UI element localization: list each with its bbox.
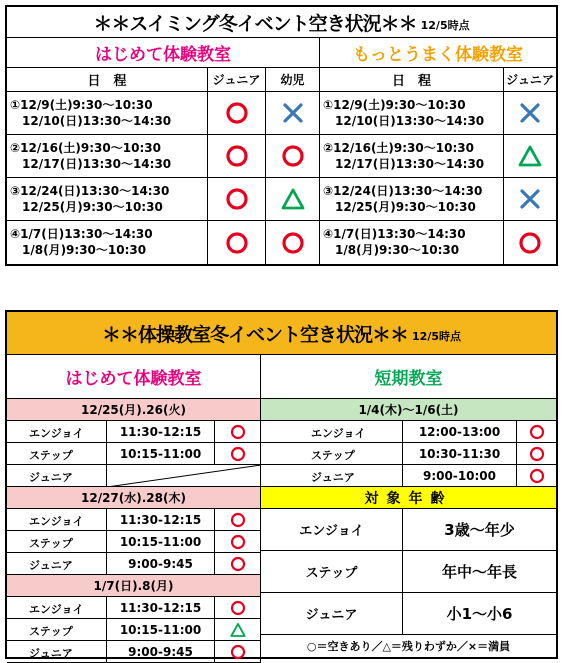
- swim-right-dates: ④1/7(日)13:30～14:30 1/8(月)9:30～10:30: [320, 221, 504, 264]
- legend: ○＝空きあり／△＝残りわずか／×＝満員: [306, 640, 511, 653]
- gym-left-time: 10:15-11:00: [107, 619, 215, 641]
- swim-left-infant-cross-icon: [266, 92, 320, 135]
- gym-title: ＊＊体操教室冬イベント空き状況＊＊: [102, 323, 409, 346]
- gym-left-course: ジュニア: [7, 553, 107, 575]
- gym-right-course: ステップ: [261, 443, 403, 465]
- gym-left-course: エンジョイ: [7, 509, 107, 531]
- gym-left-circle-icon: [215, 509, 261, 531]
- gym-left-course: ステップ: [7, 531, 107, 553]
- age-range: 年中～年長: [403, 551, 556, 593]
- swim-left-junior-circle-icon: [208, 221, 266, 264]
- gym-right-date-header: 1/4(木)～1/6(土): [261, 399, 556, 421]
- swim-left-col-infant: 幼児: [266, 68, 320, 92]
- gym-left-time: 11:30-12:15: [107, 509, 215, 531]
- swim-right-col-schedule: 日 程: [320, 68, 504, 92]
- gym-left-date-header: 1/7(日).8(月): [7, 575, 261, 597]
- gym-right-circle-icon: [517, 421, 556, 443]
- swim-left-infant-triangle-icon: [266, 178, 320, 221]
- swim-left-junior-circle-icon: [208, 178, 266, 221]
- swim-asof: 12/5時点: [420, 19, 470, 32]
- gym-table: [5, 310, 558, 659]
- gym-left-unavailable: [107, 465, 261, 487]
- swim-right-junior-cross-icon: [504, 178, 556, 221]
- swim-right-col-junior: ジュニア: [504, 68, 556, 92]
- gym-left-time: 9:00-9:45: [107, 641, 215, 663]
- swim-left-junior-circle-icon: [208, 135, 266, 178]
- swim-left-dates: ①12/9(土)9:30～10:30 12/10(日)13:30～14:30: [7, 92, 208, 135]
- swim-title: ＊＊スイミング冬イベント空き状況＊＊: [93, 12, 417, 35]
- gym-left-course: ステップ: [7, 619, 107, 641]
- age-course: ジュニア: [261, 593, 403, 635]
- gym-left-time: 11:30-12:15: [107, 421, 215, 443]
- gym-left-date-header: 12/27(水).28(木): [7, 487, 261, 509]
- gym-left-time: 9:00-9:45: [107, 553, 215, 575]
- swim-left-dates: ③12/24(日)13:30～14:30 12/25(月)9:30～10:30: [7, 178, 208, 221]
- gym-right-time: 9:00-10:00: [403, 465, 517, 487]
- gym-left-time: 10:15-11:00: [107, 531, 215, 553]
- gym-right-heading: 短期教室: [261, 355, 556, 399]
- gym-left-circle-icon: [215, 597, 261, 619]
- gym-asof: 12/5時点: [412, 330, 461, 343]
- age-range: 3歳～年少: [403, 509, 556, 551]
- swim-left-dates: ④1/7(日)13:30～14:30 1/8(月)9:30～10:30: [7, 221, 208, 264]
- gym-left-course: ジュニア: [7, 641, 107, 663]
- gym-right-time: 10:30-11:30: [403, 443, 517, 465]
- swim-right-junior-triangle-icon: [504, 135, 556, 178]
- swim-left-heading: はじめて体験教室: [7, 38, 320, 68]
- swim-left-col-schedule: 日 程: [7, 68, 208, 92]
- gym-right-circle-icon: [517, 465, 556, 487]
- swim-table: [5, 5, 558, 266]
- swim-left-dates: ②12/16(土)9:30～10:30 12/17(日)13:30～14:30: [7, 135, 208, 178]
- gym-left-circle-icon: [215, 553, 261, 575]
- swim-left-infant-circle-icon: [266, 221, 320, 264]
- gym-left-circle-icon: [215, 443, 261, 465]
- gym-left-circle-icon: [215, 531, 261, 553]
- gym-left-circle-icon: [215, 421, 261, 443]
- gym-right-time: 12:00-13:00: [403, 421, 517, 443]
- gym-left-circle-icon: [215, 641, 261, 663]
- age-course: エンジョイ: [261, 509, 403, 551]
- gym-left-course: エンジョイ: [7, 421, 107, 443]
- gym-left-time: 10:15-11:00: [107, 443, 215, 465]
- age-range: 小1～小6: [403, 593, 556, 635]
- swim-right-dates: ②12/16(土)9:30～10:30 12/17(日)13:30～14:30: [320, 135, 504, 178]
- gym-left-course: エンジョイ: [7, 597, 107, 619]
- gym-left-course: ステップ: [7, 443, 107, 465]
- gym-right-course: ジュニア: [261, 465, 403, 487]
- age-course: ステップ: [261, 551, 403, 593]
- swim-right-junior-cross-icon: [504, 92, 556, 135]
- gym-left-course: ジュニア: [7, 465, 107, 487]
- gym-left-date-header: 12/25(月).26(火): [7, 399, 261, 421]
- swim-left-infant-circle-icon: [266, 135, 320, 178]
- swim-right-dates: ①12/9(土)9:30～10:30 12/10(日)13:30～14:30: [320, 92, 504, 135]
- swim-right-junior-circle-icon: [504, 221, 556, 264]
- swim-title-bar: [7, 7, 556, 38]
- gym-right-course: エンジョイ: [261, 421, 403, 443]
- gym-title-bar: [7, 312, 556, 355]
- swim-right-dates: ③12/24(日)13:30～14:30 12/25(月)9:30～10:30: [320, 178, 504, 221]
- gym-right-circle-icon: [517, 443, 556, 465]
- age-heading: 対象年齢: [261, 487, 556, 509]
- gym-left-heading: はじめて体験教室: [7, 355, 261, 399]
- swim-right-heading: もっとうまく体験教室: [320, 38, 556, 68]
- gym-left-time: 11:30-12:15: [107, 597, 215, 619]
- swim-left-junior-circle-icon: [208, 92, 266, 135]
- gym-left-triangle-icon: [215, 619, 261, 641]
- swim-left-col-junior: ジュニア: [208, 68, 266, 92]
